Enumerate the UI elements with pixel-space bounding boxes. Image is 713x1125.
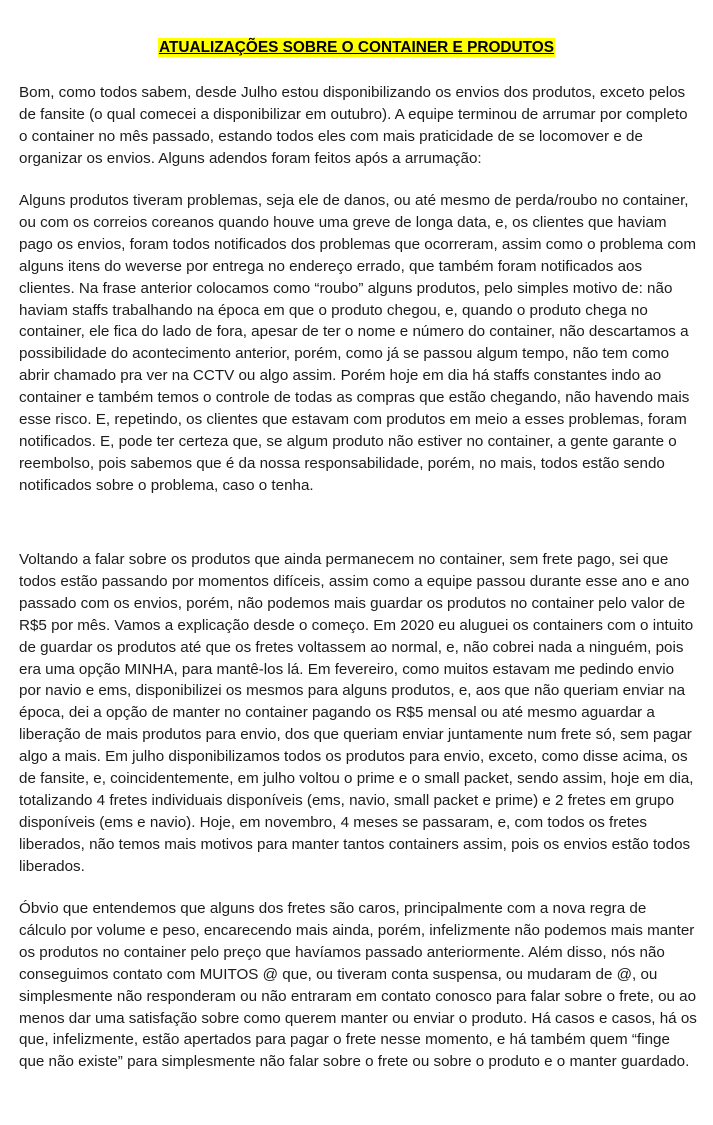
paragraph-intro: Bom, como todos sabem, desde Julho estou disponibilizando os envios dos produtos, exceto pelos de fansite (o qual comecei a disponibilizar em outubro). A equipe terminou de arrumar por completo o container no mês passado, estando todos eles com mais praticidade de se locomover e de organizar os envios. Alguns adendos foram feitos após a arrumação:	[19, 84, 688, 167]
paragraph-storage: Voltando a falar sobre os produtos que ainda permanecem no container, sem frete pago, sei que todos estão passando por momentos difíceis, assim como a equipe passou durante esse ano e ano passado com os envios, porém, não podemos mais guardar os produtos no container pelo valor de R$5 por mês. Vamos a explicação desde o começo. Em 2020 eu aluguei os containers com o intuito de guardar os produtos até que os fretes voltassem ao normal, e, não cobrei nada a ninguém, pois era uma opção MINHA, para mantê-los lá. Em fevereiro, como muitos estavam me pedindo envio por navio e ems, disponibilizei os mesmos para alguns produtos, e, aos que não queriam enviar na época, dei a opção de manter no container pagando os R$5 mensal ou até mesmo aguardar a liberação de mais produtos para envio, dos que queriam enviar juntamente num frete só, sem pagar algo a mais. Em julho disponibilizamos todos os produtos para envio, exceto, como disse acima, os de fansite, e, coincidentemente, em julho voltou o prime e o small packet, sendo assim, hoje em dia, totalizando 4 fretes individuais disponíveis (ems, navio, small packet e prime) e 2 fretes em grupo disponíveis (ems e navio). Hoje, em novembro, 4 meses se passaram, e, com todos os fretes liberados, não temos mais motivos para manter tantos containers assim, pois os envios estão todos liberados.	[19, 551, 694, 875]
document-title: ATUALIZAÇÕES SOBRE O CONTAINER E PRODUTOS	[158, 39, 555, 56]
paragraph-problems: Alguns produtos tiveram problemas, seja ele de danos, ou até mesmo de perda/roubo no container, ou com os correios coreanos quando houve uma greve de longa data, e, os clientes que haviam pago os envios, foram todos notificados dos problemas que ocorreram, assim como o problema com alguns itens do weverse por entrega no endereço errado, que também foram notificados aos clientes. Na frase anterior colocamos como “roubo” alguns produtos, pelo simples motivo de: não haviam staffs trabalhando na época em que o produto chegou, e, quando o produto chega no container, ele fica do lado de fora, apesar de ter o nome e número do container, não descartamos a possibilidade do acontecimento anterior, porém, como já se passou algum tempo, não tem como abrir chamado pra ver na CCTV ou algo assim. Porém hoje em dia há staffs constantes indo ao container e também temos o controle de todas as compras que estão chegando, não havendo mais esse risco. E, repetindo, os clientes que estavam com produtos em meio a esses problemas, foram notificados. E, pode ter certeza que, se algum produto não estiver no container, a gente garante o reembolso, pois sabemos que é da nossa responsabilidade, porém, no mais, todos estão sendo notificados sobre o problema, caso o tenha.	[19, 192, 697, 494]
paragraph-shipping-costs: Óbvio que entendemos que alguns dos fretes são caros, principalmente com a nova regra de cálculo por volume e peso, encarecendo mais ainda, porém, infelizmente não podemos mais manter os produtos no container pelo preço que havíamos passado anteriormente. Além disso, nós não conseguimos contato com MUITOS @ que, ou tiveram conta suspensa, ou mudaram de @, ou simplesmente não responderam ou não entraram em contato conosco para falar sobre o frete, ou ao menos dar uma satisfação sobre como querem manter ou enviar o produto. Há casos e casos, há os que, infelizmente, estão apertados para pagar o frete nesse momento, e há também quem “finge que não existe” para simplesmente não falar sobre o frete ou sobre o produto e o manter guardado.	[19, 900, 697, 1071]
title-container	[0, 38, 713, 57]
